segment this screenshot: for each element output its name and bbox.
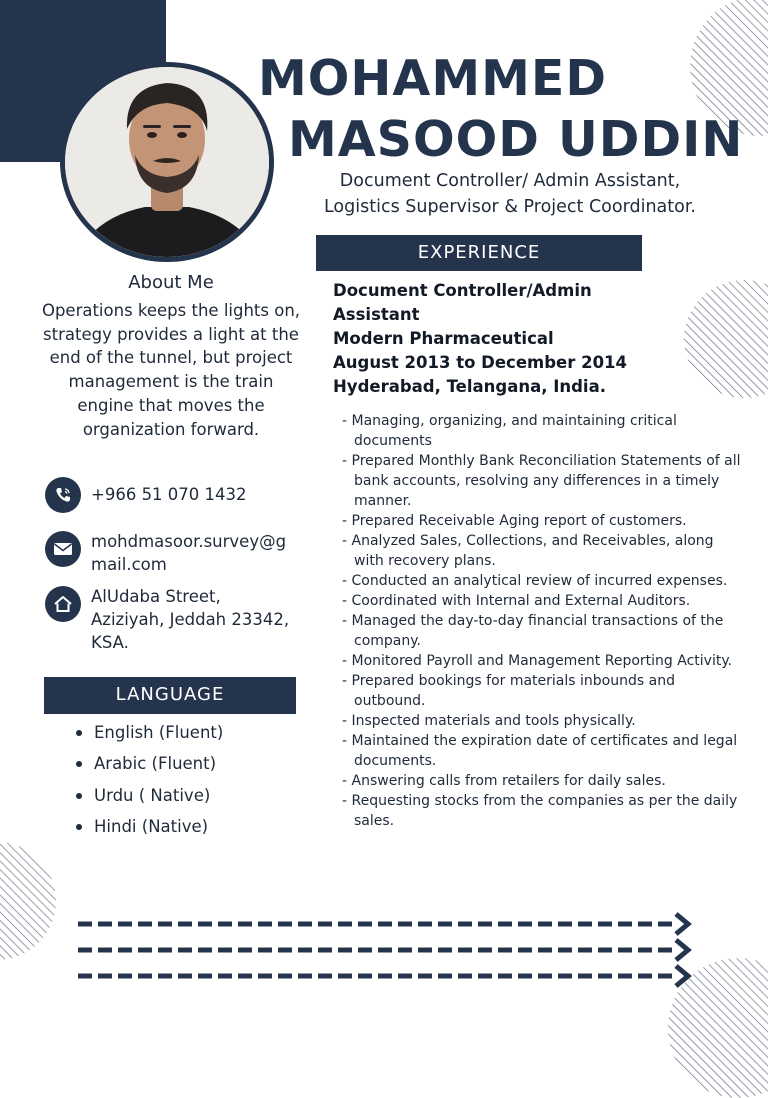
profile-photo — [65, 67, 269, 257]
mail-icon — [45, 531, 81, 567]
address-line-1: AlUdaba Street, — [91, 587, 221, 606]
address-line-3: KSA. — [91, 633, 129, 652]
duty-item: - Managed the day-to-day financial transactions of the company. — [342, 613, 724, 649]
subtitle-line-1: Document Controller/ Admin Assistant, — [339, 171, 681, 191]
language-heading: LANGUAGE — [44, 677, 296, 714]
email-line-1: mohdmasoor.survey@g — [91, 532, 287, 551]
duty-item: - Analyzed Sales, Collections, and Receivables, along with recovery plans. — [342, 533, 714, 569]
language-item: Hindi (Native) — [74, 814, 223, 845]
duty-item: - Maintained the expiration date of certificates and legal documents. — [342, 733, 738, 769]
phone-icon — [45, 477, 81, 513]
job-details — [333, 279, 653, 399]
duty-item: - Answering calls from retailers for daily sales. — [342, 773, 666, 789]
decorative-hatched-circle-mid-right — [684, 280, 768, 398]
experience-heading: EXPERIENCE — [316, 235, 642, 271]
duty-item: - Prepared Receivable Aging report of customers. — [342, 513, 687, 529]
email-line-2: mail.com — [91, 555, 167, 574]
job-title-line-2: Assistant — [333, 305, 420, 324]
duty-item: - Prepared bookings for materials inbounds and outbound. — [342, 673, 675, 709]
name-line-1: MOHAMMED — [258, 50, 608, 107]
employment-dates: August 2013 to December 2014 — [333, 353, 628, 372]
address-line-2: Aziziyah, Jeddah 23342, — [91, 610, 290, 629]
profile-photo-frame — [60, 62, 274, 262]
name-line-2: MASOOD UDDIN — [288, 111, 744, 168]
decorative-dashed-arrows — [76, 908, 696, 992]
duty-item: - Coordinated with Internal and External Auditors. — [342, 593, 691, 609]
decorative-hatched-circle-bottom-left — [0, 842, 56, 960]
subtitle-line-2: Logistics Supervisor & Project Coordinator. — [323, 197, 696, 217]
about-text: Operations keeps the lights on, strategy provides a light at the end of the tunnel, but project management is the train engine that moves the organization forward. — [41, 301, 301, 439]
job-title-line-1: Document Controller/Admin — [333, 281, 592, 300]
home-icon — [45, 586, 81, 622]
language-item: Arabic (Fluent) — [74, 751, 223, 782]
duty-item: - Inspected materials and tools physically. — [342, 713, 636, 729]
duties-list — [342, 411, 742, 831]
language-list — [74, 720, 223, 845]
job-subtitle — [290, 168, 730, 220]
job-location: Hyderabad, Telangana, India. — [333, 377, 606, 396]
duty-item: - Conducted an analytical review of incurred expenses. — [342, 573, 728, 589]
duty-item: - Prepared Monthly Bank Reconciliation Statements of all bank accounts, resolving any differences in a timely manner. — [342, 453, 741, 509]
duty-item: - Requesting stocks from the companies as per the daily sales. — [342, 793, 738, 829]
language-item: English (Fluent) — [74, 720, 223, 751]
language-item: Urdu ( Native) — [74, 783, 223, 814]
duty-item: - Managing, organizing, and maintaining critical documents — [342, 413, 677, 449]
duty-item: - Monitored Payroll and Management Reporting Activity. — [342, 653, 733, 669]
about-heading: About Me — [128, 272, 214, 293]
company-name: Modern Pharmaceutical — [333, 329, 554, 348]
address — [91, 585, 289, 654]
email-address — [91, 530, 286, 576]
phone-number: +966 51 070 1432 — [91, 485, 247, 504]
